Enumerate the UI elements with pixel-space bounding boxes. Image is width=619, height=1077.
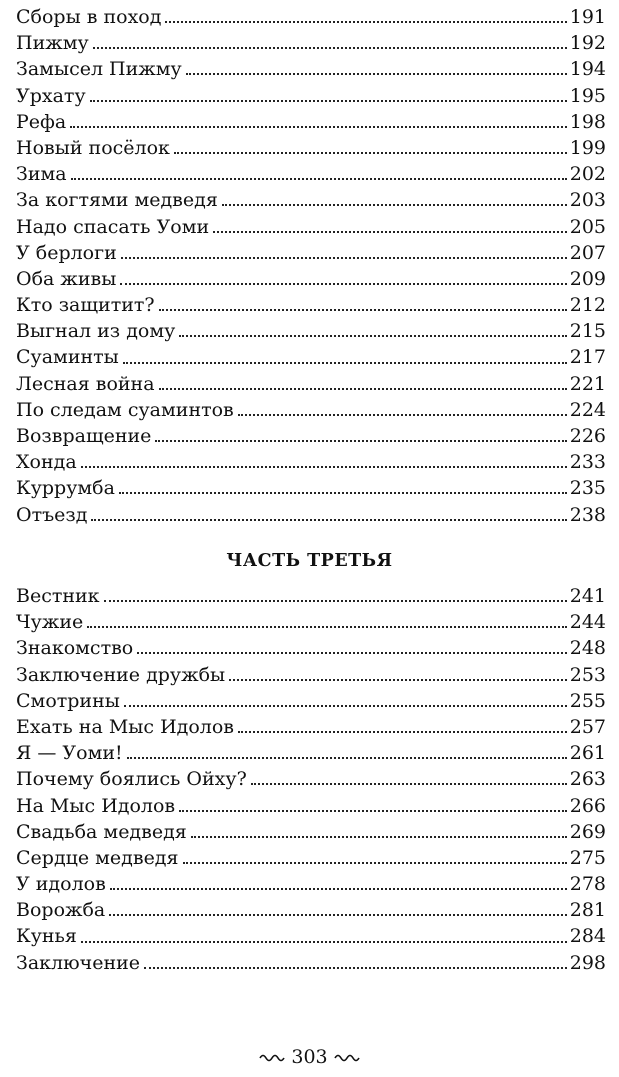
toc-entry-title: У идолов — [16, 873, 106, 896]
toc-entry-page: 199 — [569, 136, 606, 159]
dot-leader — [104, 600, 567, 602]
dot-leader — [119, 492, 567, 494]
toc-entry-title: Ворожба — [16, 899, 106, 922]
toc-entry-title: Рефа — [16, 110, 67, 133]
toc-entry-title: Кто защитит? — [16, 294, 155, 317]
page-folio — [0, 1046, 619, 1068]
dot-leader — [229, 679, 567, 681]
dot-leader — [90, 100, 567, 102]
toc-entry-title: Ехать на Мыс Идолов — [16, 715, 235, 738]
toc-entry-page: 205 — [569, 215, 606, 238]
dot-leader — [137, 652, 567, 654]
toc-entry-page: 255 — [569, 689, 606, 712]
dot-leader — [165, 21, 566, 23]
toc-entry — [16, 292, 606, 318]
toc-entry-title: Урхату — [16, 84, 86, 107]
toc-entry-title: Почему боялись Ойху? — [16, 768, 247, 791]
toc-entry — [16, 423, 606, 449]
toc-entry-page: 198 — [569, 110, 606, 133]
toc-entry-page: 298 — [569, 951, 606, 974]
toc-entry-page: 257 — [569, 715, 606, 738]
toc-entry-page: 263 — [569, 768, 606, 791]
toc-entry-page: 224 — [569, 398, 606, 421]
toc-entry-page: 207 — [569, 241, 606, 264]
toc-entry — [16, 4, 606, 30]
dot-leader — [159, 309, 567, 311]
toc-entry — [16, 56, 606, 82]
toc-entry-page: 215 — [569, 320, 606, 343]
toc-entry-page: 284 — [569, 925, 606, 948]
dot-leader — [81, 466, 567, 468]
toc-entry-title: Суаминты — [16, 346, 119, 369]
toc-entry — [16, 793, 606, 819]
toc-entry-title: Оба живы — [16, 267, 117, 290]
dot-leader — [191, 836, 567, 838]
toc-entry — [16, 161, 606, 187]
dot-leader — [179, 810, 567, 812]
toc-entry-title: Новый посёлок — [16, 136, 170, 159]
toc-entry-page: 266 — [569, 794, 606, 817]
toc-entry-page: 235 — [569, 477, 606, 500]
dot-leader — [124, 705, 567, 707]
toc-entry-page: 281 — [569, 899, 606, 922]
dot-leader — [238, 414, 567, 416]
toc-entry-title: Надо спасать Уоми — [16, 215, 210, 238]
toc-entry-title: Замысел Пижму — [16, 58, 182, 81]
toc-entry — [16, 30, 606, 56]
toc-entry — [16, 187, 606, 213]
dot-leader — [120, 283, 566, 285]
toc-entry-title: Смотрины — [16, 689, 120, 712]
toc-entry-title: Чужие — [16, 611, 84, 634]
toc-entry-page: 241 — [569, 585, 606, 607]
toc-entry-title: Сердце медведя — [16, 846, 179, 869]
toc-entry-page: 269 — [569, 820, 606, 843]
page-number: 303 — [291, 1046, 328, 1068]
toc-entry-title: Свадьба медведя — [16, 820, 187, 843]
part-three-heading: ЧАСТЬ ТРЕТЬЯ — [226, 551, 393, 571]
dot-leader — [155, 440, 566, 442]
toc-entry-title: По следам суаминтов — [16, 398, 234, 421]
dot-leader — [183, 862, 567, 864]
toc-entry-title: У берлоги — [16, 241, 117, 264]
toc-entry — [16, 897, 606, 923]
toc-entry-page: 238 — [569, 503, 606, 526]
dot-leader — [174, 152, 567, 154]
toc-entry — [16, 871, 606, 897]
toc-entry — [16, 635, 606, 661]
toc-entry — [16, 397, 606, 423]
wavy-ornament-left-icon — [259, 1052, 285, 1062]
toc-entry-title: Зима — [16, 163, 67, 186]
dot-leader — [110, 888, 567, 890]
wavy-ornament-right-icon — [334, 1052, 360, 1062]
toc-entry-title: Вестник — [16, 585, 100, 607]
toc-entry — [16, 950, 606, 976]
toc-entry-page: 192 — [569, 32, 606, 55]
toc-entry-title: Сборы в поход — [16, 6, 162, 28]
toc-entry — [16, 819, 606, 845]
dot-leader — [121, 257, 567, 259]
toc-entry — [16, 371, 606, 397]
dot-leader — [81, 941, 567, 943]
toc-entry-title: Кунья — [16, 925, 77, 948]
toc-entry — [16, 214, 606, 240]
toc-entry-page: 202 — [569, 163, 606, 186]
toc-entry-page: 212 — [569, 294, 606, 317]
toc-entry-page: 261 — [569, 742, 606, 765]
toc-entry-title: Хонда — [16, 451, 77, 474]
dot-leader — [186, 73, 567, 75]
dot-leader — [91, 519, 566, 521]
toc-entry — [16, 240, 606, 266]
dot-leader — [238, 731, 567, 733]
toc-entry — [16, 135, 606, 161]
toc-section-part-three — [16, 583, 606, 976]
toc-entry — [16, 714, 606, 740]
toc-section-part-two — [16, 4, 606, 528]
toc-entry-page: 203 — [569, 189, 606, 212]
toc-entry-title: Заключение дружбы — [16, 663, 226, 686]
dot-leader — [93, 47, 567, 49]
toc-entry — [16, 344, 606, 370]
toc-entry-page: 194 — [569, 58, 606, 81]
toc-entry-title: Возвращение — [16, 425, 152, 447]
dot-leader — [222, 204, 567, 206]
toc-entry-page: 233 — [569, 451, 606, 474]
dot-leader — [127, 757, 567, 759]
toc-entry-page: 278 — [569, 873, 606, 896]
toc-entry — [16, 688, 606, 714]
toc-entry — [16, 475, 606, 501]
toc-entry-page: 248 — [569, 637, 606, 660]
toc-entry — [16, 662, 606, 688]
dot-leader — [123, 362, 567, 364]
toc-entry-title: Знакомство — [16, 637, 134, 660]
toc-entry — [16, 740, 606, 766]
dot-leader — [71, 178, 567, 180]
toc-entry-title: На Мыс Идолов — [16, 794, 176, 817]
toc-entry-title: За когтями медведя — [16, 189, 218, 212]
toc-entry — [16, 266, 606, 292]
dot-leader — [109, 914, 566, 916]
toc-entry-page: 221 — [569, 372, 606, 395]
dot-leader — [144, 967, 567, 969]
toc-entry-title: Заключение — [16, 951, 141, 974]
toc-entry-title: Пижму — [16, 32, 89, 55]
toc-entry-page: 226 — [569, 425, 606, 447]
toc-entry-page: 209 — [569, 267, 606, 290]
toc-entry — [16, 449, 606, 475]
toc-entry — [16, 583, 606, 609]
dot-leader — [179, 335, 566, 337]
toc-entry — [16, 502, 606, 528]
toc-entry — [16, 609, 606, 635]
toc-entry-title: Выгнал из дому — [16, 320, 176, 343]
toc-entry-title: Я — Уоми! — [16, 742, 123, 765]
toc-entry-page: 244 — [569, 611, 606, 634]
dot-leader — [213, 231, 567, 233]
toc-entry — [16, 766, 606, 792]
toc-entry-page: 191 — [569, 6, 606, 28]
toc-entry-title: Отъезд — [16, 503, 88, 526]
toc-entry-title: Лесная война — [16, 372, 155, 395]
toc-entry-page: 217 — [569, 346, 606, 369]
toc-entry-title: Куррумба — [16, 477, 115, 500]
dot-leader — [70, 126, 567, 128]
dot-leader — [251, 783, 567, 785]
toc-entry — [16, 109, 606, 135]
dot-leader — [159, 388, 567, 390]
toc-entry-page: 253 — [569, 663, 606, 686]
dot-leader — [87, 626, 566, 628]
toc-entry-page: 275 — [569, 846, 606, 869]
toc-entry — [16, 83, 606, 109]
toc-entry — [16, 318, 606, 344]
toc-entry-page: 195 — [569, 84, 606, 107]
toc-entry — [16, 845, 606, 871]
toc-entry — [16, 923, 606, 949]
